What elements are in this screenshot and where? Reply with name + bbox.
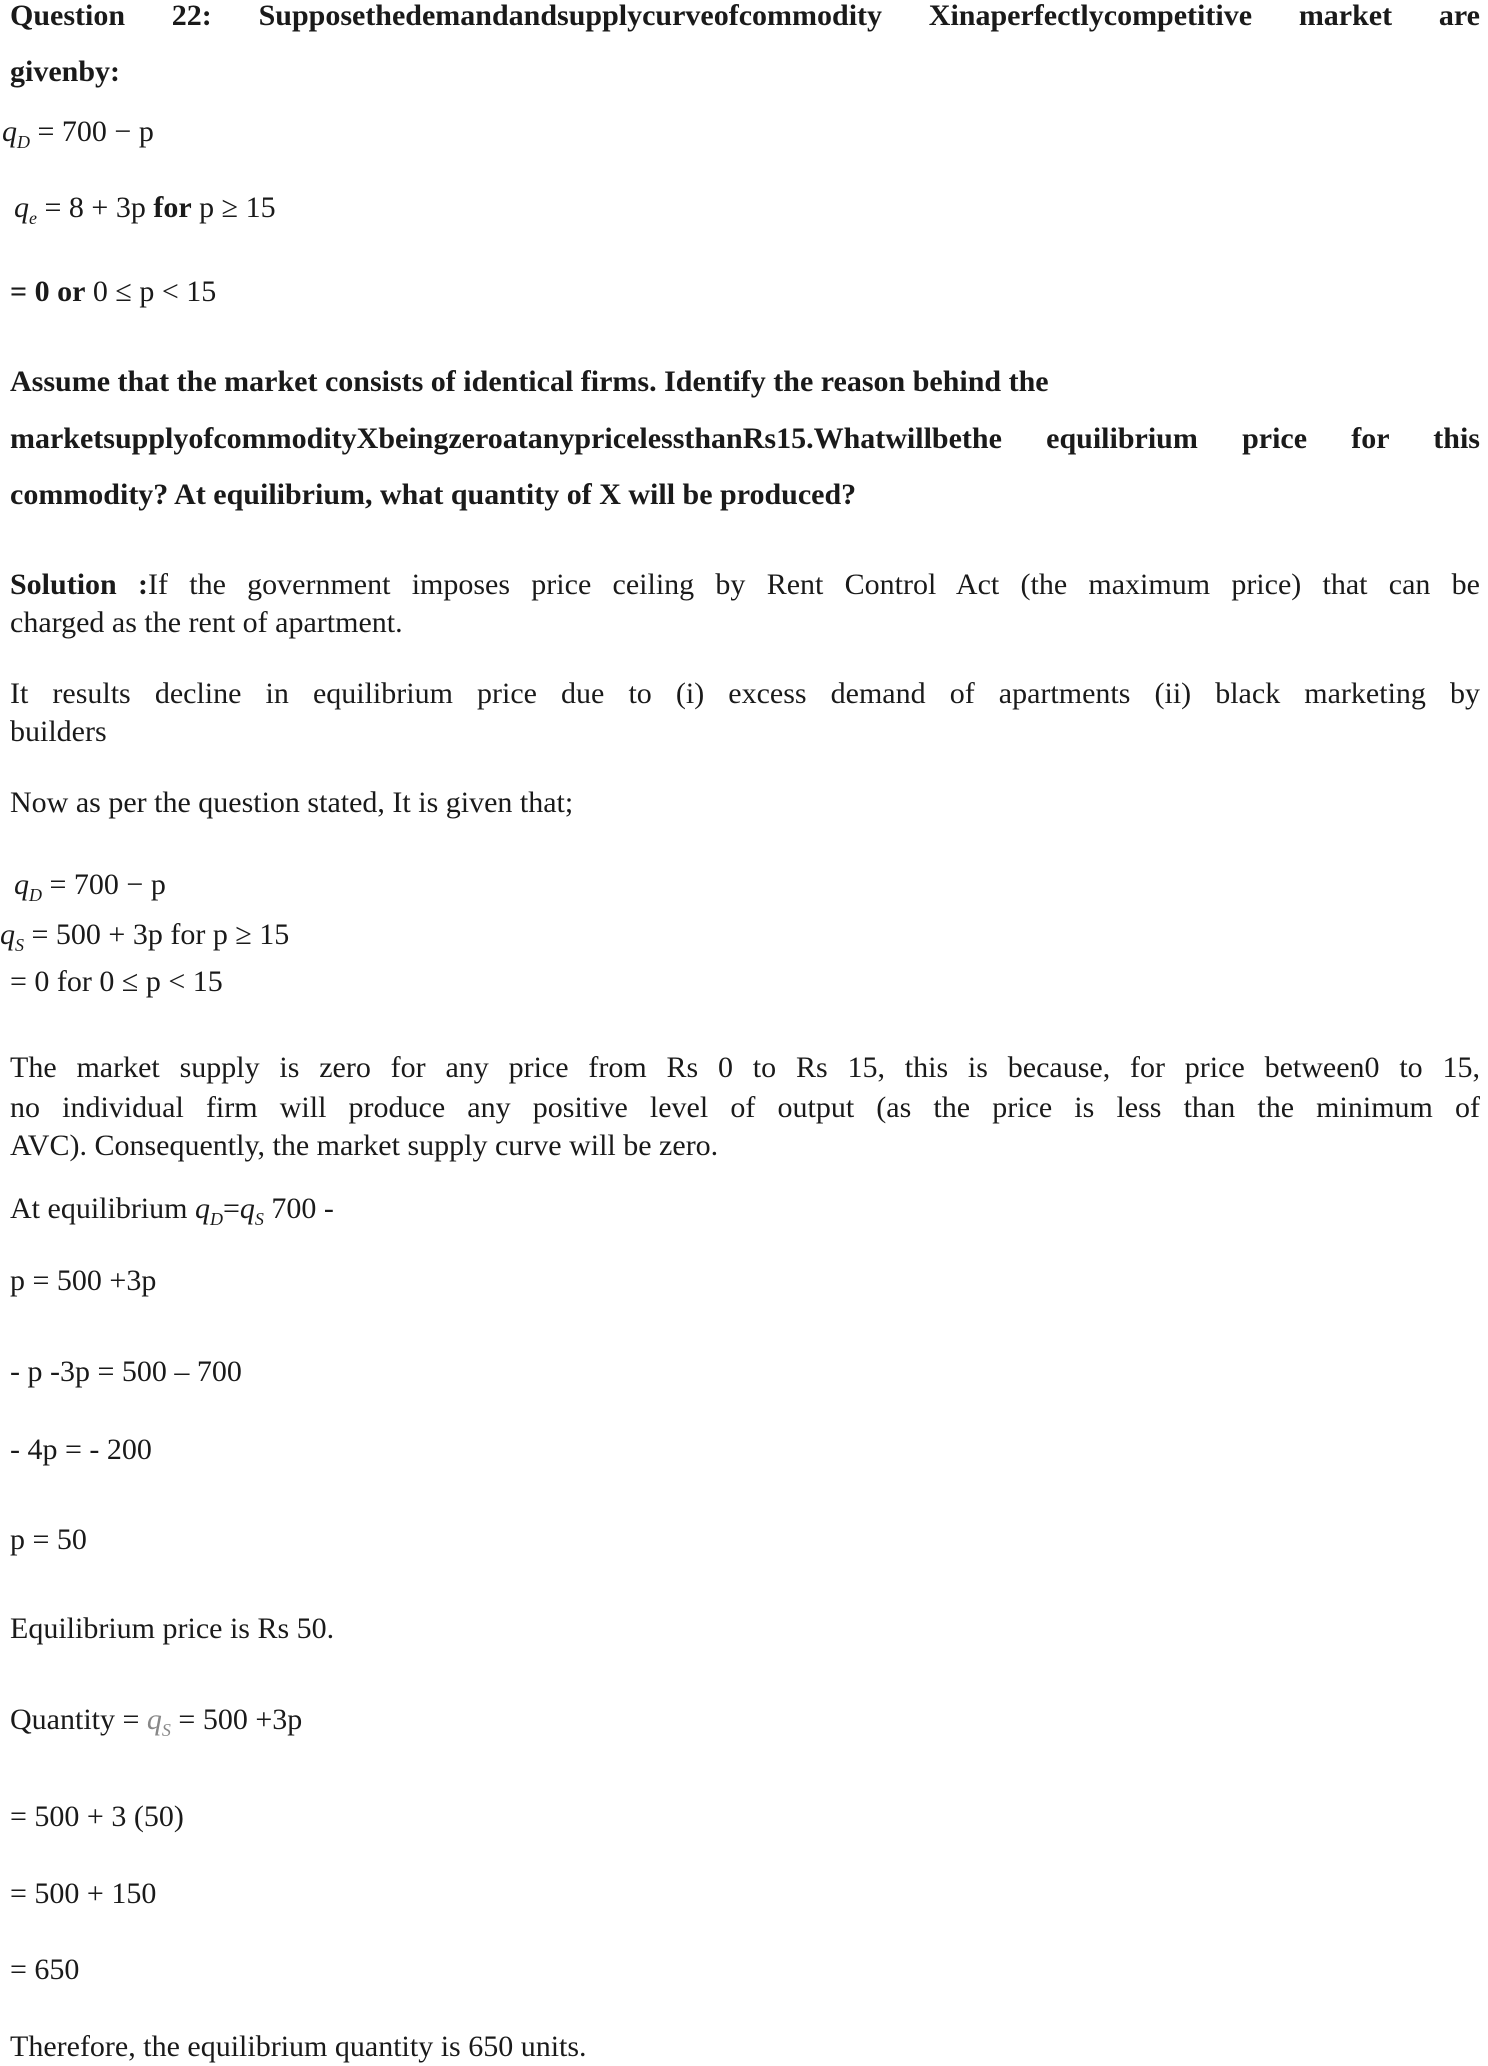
- eq-text: = 500 + 3p for p ≥ 15: [31, 918, 290, 951]
- equilibrium-line: At equilibrium $q_D=q_S$ 700 -: [10, 1192, 334, 1229]
- sub: e: [29, 208, 37, 228]
- equilibrium-price: Equilibrium price is Rs 50.: [10, 1612, 335, 1645]
- question-para-1: Assume that the market consists of identical firms. Identify the reason behind the: [10, 365, 1049, 398]
- solution-line-3: It results decline in equilibrium price due to (i) excess demand of apartments (ii) black marketing by: [10, 677, 1480, 710]
- conclusion: Therefore, the equilibrium quantity is 650 units.: [10, 2030, 587, 2063]
- solution-line-1: [10, 567, 1480, 603]
- solution-supply-eq: [0, 917, 289, 963]
- question-para-2: marketsupplyofcommodityXbeingzeroatanypricelessthanRs15.Whatwillbethe equilibrium price for this: [10, 422, 1480, 455]
- question-line-1: Question 22: Supposethedemandandsupplycurveofcommodity Xinaperfectlycompetitive market are: [10, 0, 1480, 32]
- text: = 500 +3p: [178, 1703, 303, 1736]
- var-q: q: [14, 191, 29, 224]
- text: 700 -: [271, 1192, 334, 1225]
- solution-zero-eq: = 0 for 0 ≤ p < 15: [10, 965, 223, 998]
- work-line-1: p = 500 +3p: [10, 1264, 157, 1297]
- text: Quantity =: [10, 1703, 140, 1736]
- market-para-2: no individual firm will produce any positive level of output (as the price is less than the minimum of: [10, 1091, 1480, 1124]
- solution-demand-eq: [14, 867, 166, 913]
- question-para-3: commodity? At equilibrium, what quantity of X will be produced?: [10, 478, 857, 511]
- quantity-line: [10, 1702, 302, 1748]
- var-q: q: [2, 115, 17, 148]
- work-line-2: - p -3p = 500 – 700: [10, 1355, 242, 1388]
- eq-text: = 700 − p: [37, 115, 154, 148]
- market-para-3: AVC). Consequently, the market supply curve will be zero.: [10, 1129, 719, 1162]
- var-q: q: [0, 918, 15, 951]
- work-line-8: = 500 + 150: [10, 1877, 157, 1910]
- question-line-2: givenby:: [10, 55, 121, 88]
- solution-line-5: Now as per the question stated, It is given that;: [10, 786, 574, 819]
- eq-text: 0 ≤ p < 15: [92, 275, 217, 308]
- work-line-4: p = 50: [10, 1523, 87, 1556]
- sub: D: [209, 1209, 223, 1229]
- work-line-3: - 4p = - 200: [10, 1433, 152, 1466]
- eq-text: = 700 − p: [49, 868, 166, 901]
- var-q: q: [14, 868, 29, 901]
- work-line-7: = 500 + 3 (50): [10, 1800, 184, 1833]
- for-text: for: [153, 191, 192, 224]
- sub: S: [254, 1209, 264, 1229]
- demand-equation: [2, 114, 154, 160]
- eq-text: p ≥ 15: [199, 191, 276, 224]
- work-line-9: = 650: [10, 1953, 80, 1986]
- solution-label: Solution :: [10, 568, 148, 601]
- text: At equilibrium: [10, 1192, 188, 1225]
- eq-text: = 8 + 3p: [44, 191, 146, 224]
- var-q: q: [239, 1192, 255, 1225]
- solution-line-2: charged as the rent of apartment.: [10, 606, 403, 639]
- sub: D: [29, 885, 42, 905]
- sub: S: [15, 935, 24, 955]
- supply-zero-equation: [10, 274, 216, 310]
- text: If the government imposes price ceiling by Rent Control Act (the maximum price) that can be: [147, 568, 1480, 601]
- solution-line-4: builders: [10, 715, 107, 748]
- sub: D: [17, 132, 30, 152]
- var-q: q: [146, 1703, 162, 1736]
- var-q: q: [194, 1192, 210, 1225]
- supply-equation: [14, 190, 276, 236]
- sub: S: [161, 1720, 171, 1740]
- eq-text: = 0 or: [10, 275, 86, 308]
- market-para-1: The market supply is zero for any price from Rs 0 to Rs 15, this is because, for price between0 to 15,: [10, 1051, 1480, 1084]
